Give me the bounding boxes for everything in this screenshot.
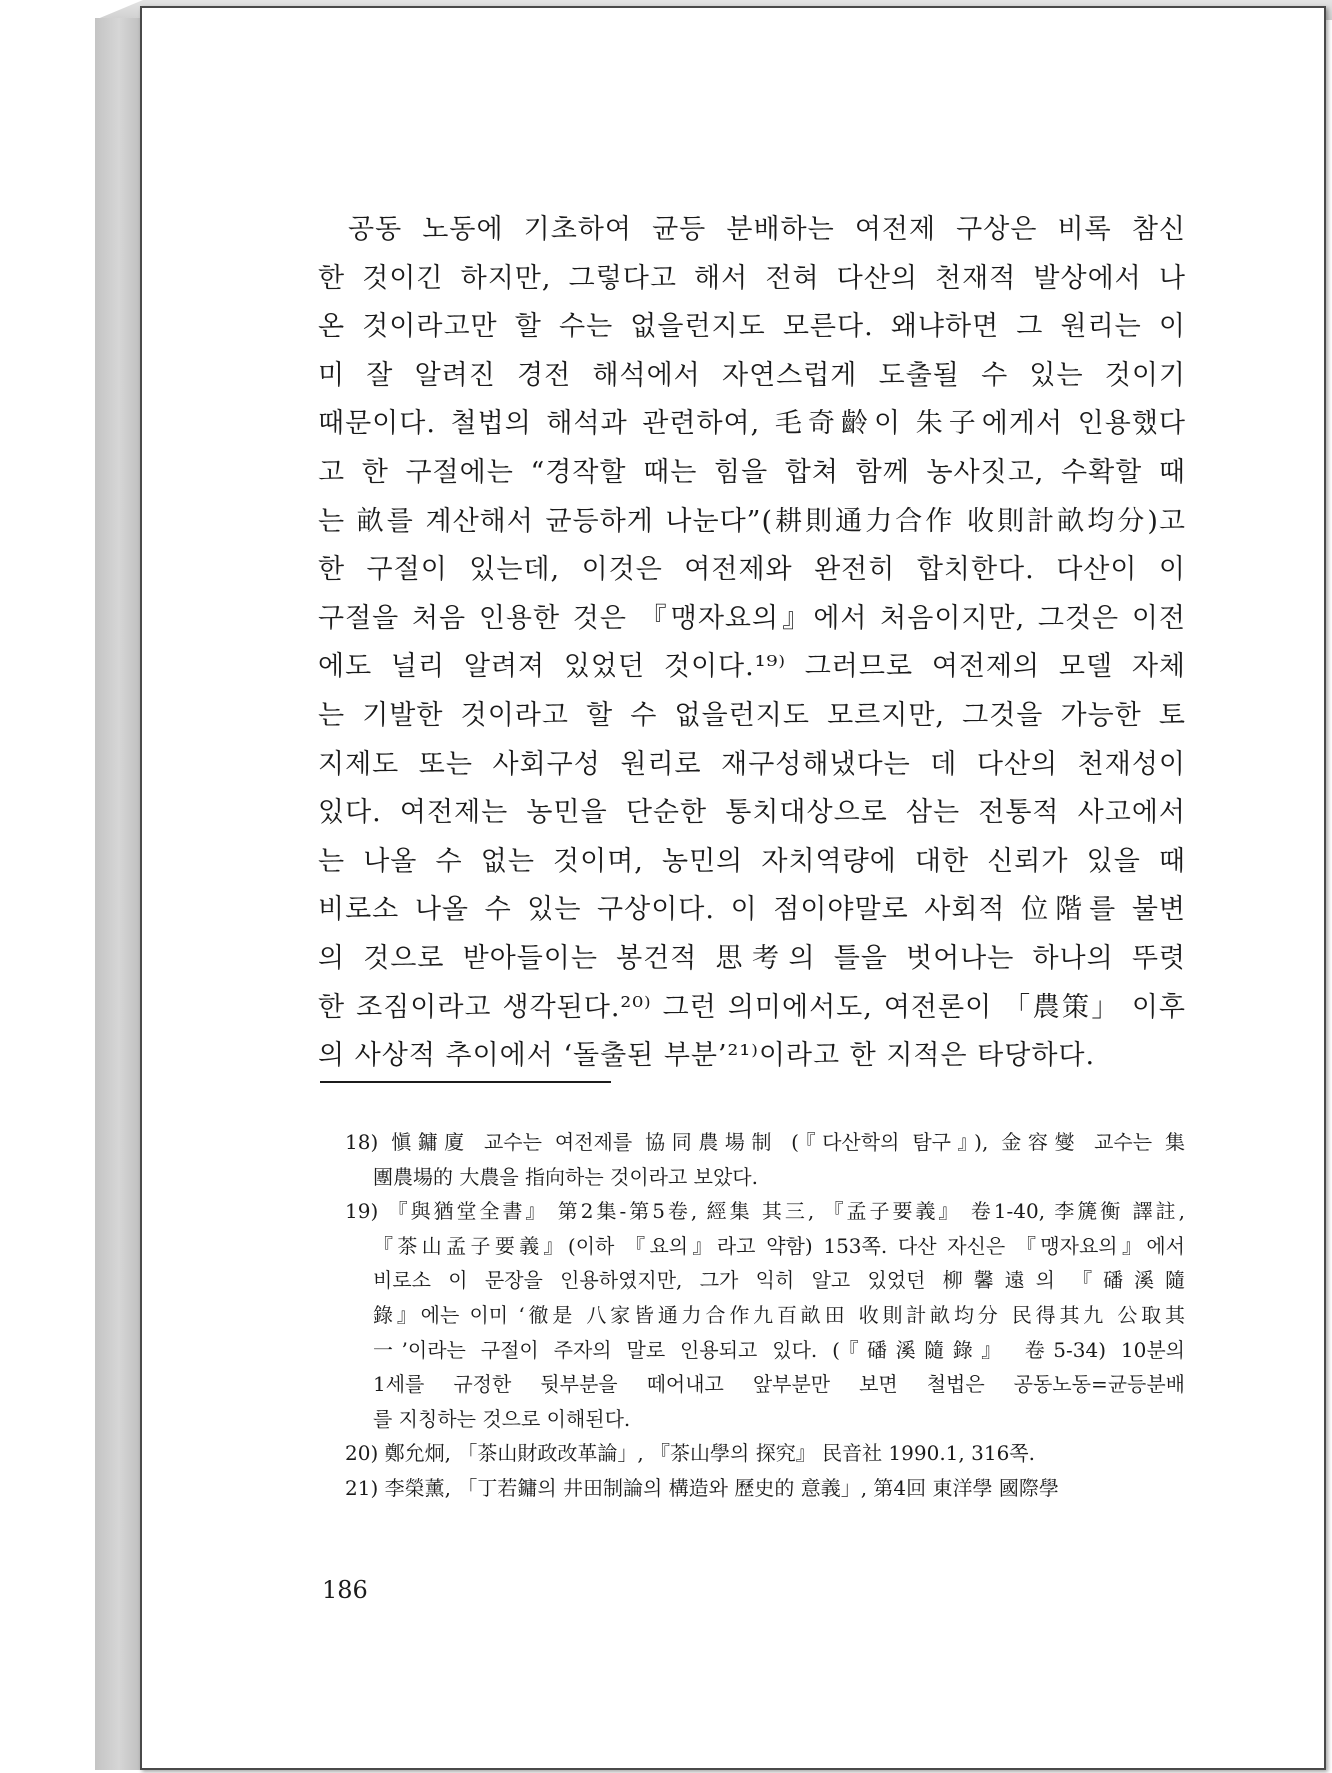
footnote-line: 20) 鄭允炯, 「茶山財政改革論」, 『茶山學의 探究』 民音社 1990.1, 316쪽.	[345, 1441, 1035, 1466]
footnote-line: 19) 『與猶堂全書』 第2集-第5卷, 經集 其三, 『孟子要義』 卷1-40, 李篪衡 譯註,	[345, 1199, 1185, 1224]
body-line: 의 것으로 받아들이는 봉건적 思考의 틀을 벗어나는 하나의 뚜렷	[318, 942, 1186, 974]
body-line: 한 조짐이라고 생각된다.²⁰⁾ 그런 의미에서도, 여전론이 「農策」 이후	[318, 991, 1186, 1023]
body-line: 공동 노동에 기초하여 균등 분배하는 여전제 구상은 비록 참신	[348, 214, 1186, 245]
body-line: 에도 널리 알려져 있었던 것이다.¹⁹⁾ 그러므로 여전제의 모델 자체	[318, 651, 1186, 683]
footnote-line: 비로소 이 문장을 인용하였지만, 그가 익히 알고 있었던 柳馨遠의 『磻溪隨	[373, 1268, 1185, 1293]
book-spine	[95, 18, 143, 1770]
body-line: 온 것이라고만 할 수는 없을런지도 모른다. 왜냐하면 그 원리는 이	[318, 311, 1186, 343]
body-line: 비로소 나올 수 있는 구상이다. 이 점이야말로 사회적 位階를 불변	[318, 894, 1186, 926]
footnote-line: 一’이라는 구절이 주자의 말로 인용되고 있다. (『磻溪隨錄』 卷5-34) 10분의	[373, 1337, 1185, 1362]
body-line: 구절을 처음 인용한 것은 『맹자요의』에서 처음이지만, 그것은 이전	[318, 602, 1186, 634]
footnote-line: 錄』에는 이미 ‘徹是 八家皆通力合作九百畝田 收則計畝均分 民得其九 公取其	[373, 1302, 1185, 1327]
body-line: 는 나올 수 없는 것이며, 농민의 자치역량에 대한 신뢰가 있을 때	[318, 845, 1186, 877]
body-line: 지제도 또는 사회구성 원리로 재구성해냈다는 데 다산의 천재성이	[318, 748, 1186, 780]
body-line: 고 한 구절에는 “경작할 때는 힘을 합쳐 함께 농사짓고, 수확할 때	[318, 456, 1186, 488]
body-line: 한 것이긴 하지만, 그렇다고 해서 전혀 다산의 천재적 발상에서 나	[318, 262, 1186, 294]
footnote-line: 를 지칭하는 것으로 이해된다.	[373, 1406, 631, 1431]
body-line: 미 잘 알려진 경전 해석에서 자연스럽게 도출될 수 있는 것이기	[318, 359, 1186, 391]
page-number: 186	[322, 1576, 368, 1604]
footnote-line: 團農場的 大農을 指向하는 것이라고 보았다.	[373, 1164, 758, 1189]
body-text	[318, 206, 1186, 1081]
body-line: 있다. 여전제는 농민을 단순한 통치대상으로 삼는 전통적 사고에서	[318, 797, 1186, 829]
footnote-divider	[320, 1081, 611, 1083]
body-line: 한 구절이 있는데, 이것은 여전제와 완전히 합치한다. 다산이 이	[318, 554, 1186, 586]
footnotes	[345, 1125, 1185, 1506]
footnote-line: 18) 愼鏞廈 교수는 여전제를 協同農場制 (『다산학의 탐구』), 金容燮 교수는 集	[345, 1130, 1185, 1154]
footnote-line: 1세를 규정한 뒷부분을 떼어내고 앞부분만 보면 철법은 공동노동=균등분배	[373, 1372, 1185, 1397]
footnote-line: 『茶山孟子要義』(이하 『요의』라고 약함) 153쪽. 다산 자신은 『맹자요의』에서	[373, 1233, 1185, 1258]
body-line: 는 畝를 계산해서 균등하게 나눈다”(耕則通力合作 收則計畝均分)고	[318, 505, 1186, 537]
body-line: 때문이다. 철법의 해석과 관련하여, 毛奇齡이 朱子에게서 인용했다	[318, 408, 1186, 440]
footnote-line: 21) 李榮薰, 「丁若鏞의 井田制論의 構造와 歷史的 意義」, 第4回 東洋學 國際學	[345, 1475, 1059, 1500]
body-line: 의 사상적 추이에서 ‘돌출된 부분’²¹⁾이라고 한 지적은 타당하다.	[318, 1040, 1096, 1072]
body-line: 는 기발한 것이라고 할 수 없을런지도 모르지만, 그것을 가능한 토	[318, 699, 1186, 731]
